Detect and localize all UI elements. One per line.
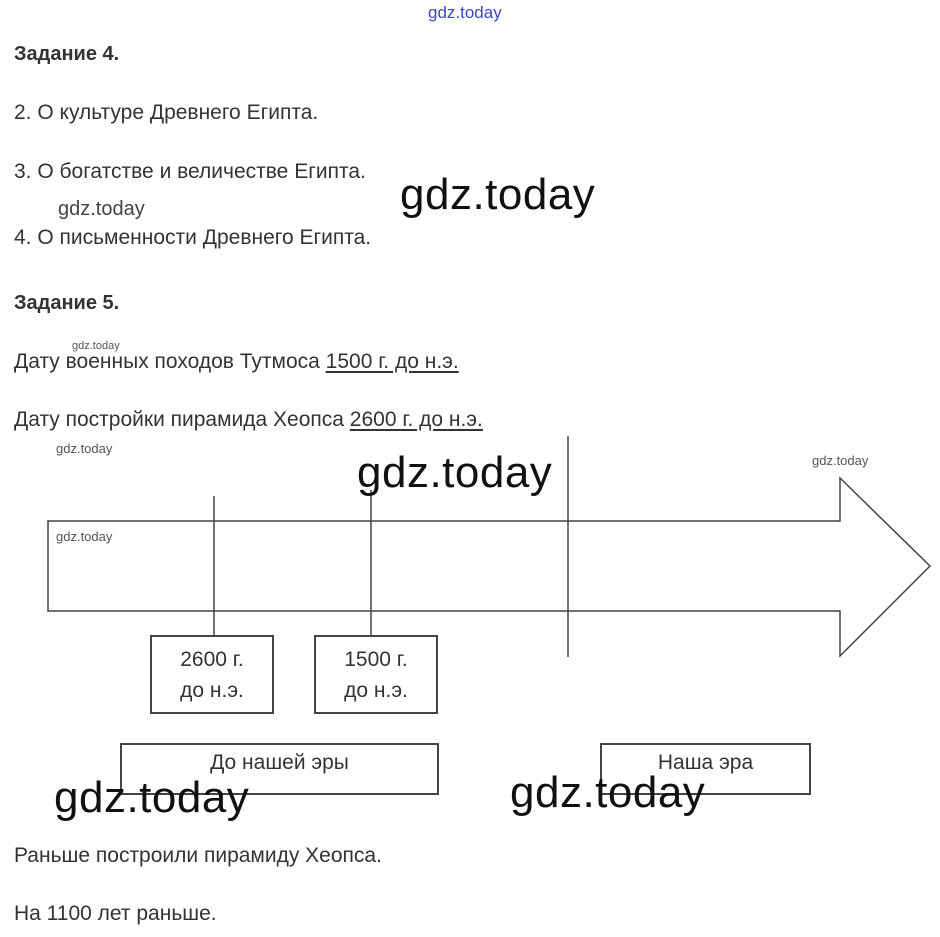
date-box-1500 (314, 635, 438, 714)
watermark-large: gdz.today (510, 768, 706, 817)
task4-item-2: 2. О культуре Древнего Египта. (14, 101, 319, 124)
task5-line2-prefix: Дату постройки пирамида Хеопса (14, 408, 350, 431)
watermark-large: gdz.today (400, 170, 596, 219)
date-box-1500-era: до н.э. (344, 678, 408, 702)
task5-heading: Задание 5. (14, 292, 120, 314)
watermark: gdz.today (812, 453, 869, 468)
date-box-2600-era: до н.э. (180, 678, 244, 702)
watermark: gdz.today (56, 529, 113, 544)
watermark: gdz.today (56, 441, 113, 456)
answer-line1: Раньше построили пирамиду Хеопса. (14, 844, 382, 867)
task4-item-4: 4. О письменности Древнего Египта. (14, 226, 372, 249)
date-box-2600 (150, 635, 274, 714)
task4-item-3: 3. О богатстве и величестве Египта. (14, 160, 366, 183)
watermark-large: gdz.today (357, 448, 553, 497)
watermark-large: gdz.today (54, 773, 250, 822)
era-label-bc: До нашей эры (210, 751, 349, 774)
date-box-2600-year: 2600 г. (180, 647, 244, 671)
era-label-ad: Наша эра (657, 751, 754, 774)
watermark-top: gdz.today (428, 3, 502, 22)
task4-heading: Задание 4. (14, 43, 120, 65)
date-box-1500-year: 1500 г. (344, 647, 408, 671)
task5-line1-prefix: Дату военных походов Тутмоса (14, 350, 326, 373)
task5-line2-answer: 2600 г. до н.э. (349, 408, 483, 431)
watermark: gdz.today (72, 340, 120, 352)
watermark: gdz.today (58, 198, 145, 220)
timeline-arrow-shape (48, 478, 930, 656)
answer-line2: На 1100 лет раньше. (14, 902, 217, 925)
task5-line1-answer: 1500 г. до н.э. (325, 350, 459, 373)
